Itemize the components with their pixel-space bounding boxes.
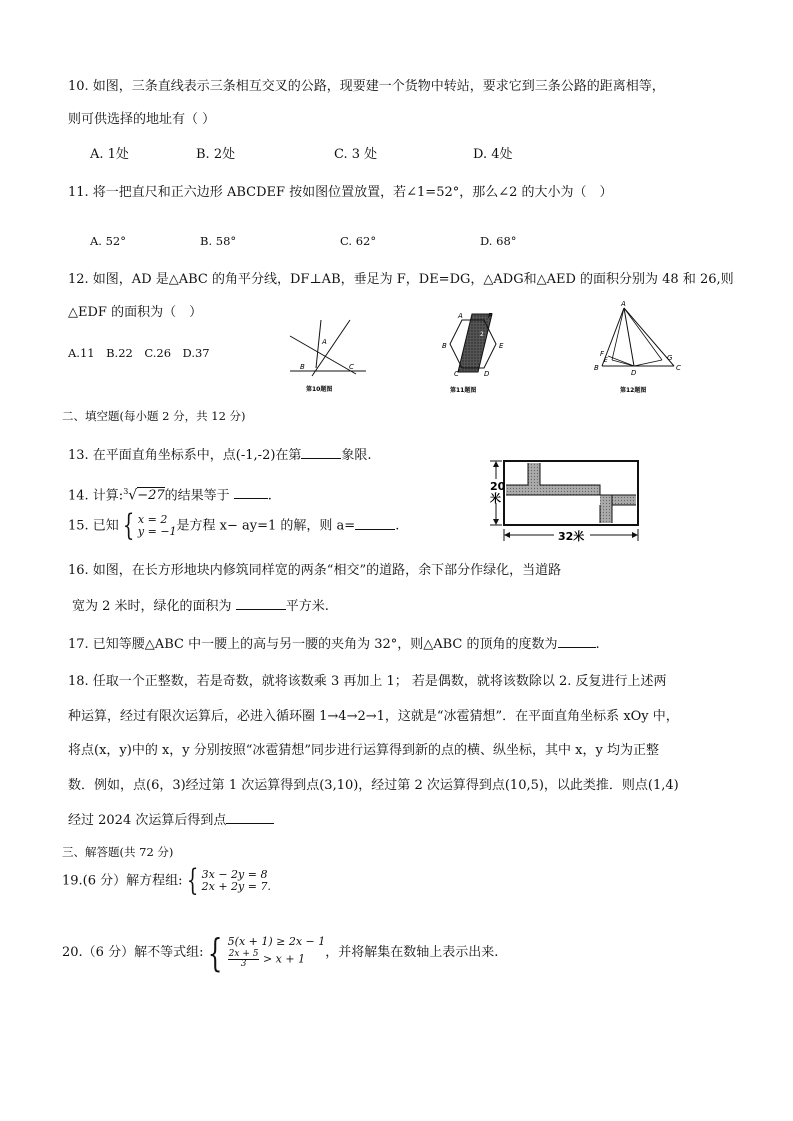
q16-line1: 16. 如图，在长方形地块内修筑同样宽的两条“相交”的道路，余下部分作绿化，当道路 <box>68 563 562 578</box>
q11-option-b: B. 58° <box>200 234 237 248</box>
q20-eq2-line <box>228 950 326 969</box>
fig12-label-g: G <box>667 354 673 362</box>
q13-suffix: 象限. <box>341 448 372 463</box>
road-figure <box>482 457 642 545</box>
fig11-caption: 第11题图 <box>450 387 477 394</box>
q20-suffix: ，并将解集在数轴上表示出来. <box>325 945 499 960</box>
section2-heading: 二、填空题(每小题 2 分，共 12 分) <box>62 409 246 423</box>
q20-eq1: 5(x + 1) ≥ 2x − 1 <box>227 935 326 948</box>
fig12-label-c: C <box>676 364 681 372</box>
q18-blank <box>226 811 274 824</box>
q19 <box>62 863 271 898</box>
q10-option-d: D. 4处 <box>473 147 513 162</box>
road-height-label: 20 <box>490 480 506 493</box>
q16-line2 <box>72 597 329 616</box>
q10-option-c: C. 3 处 <box>334 147 378 162</box>
fig11-label-a: A <box>458 312 463 320</box>
fig12-caption: 第12题图 <box>620 387 647 394</box>
q20-eq2-rest: > x + 1 <box>262 952 306 966</box>
q14-prefix: 14. 计算: <box>68 488 124 504</box>
q20 <box>62 930 499 975</box>
q13 <box>68 446 372 465</box>
q10-option-b: B. 2处 <box>196 147 236 162</box>
q11-option-d: D. 68° <box>480 234 517 248</box>
q18-line2: 种运算，经过有限次运算后，必进入循环圈 1→4→2→1，这就是“冰雹猜想”．在平面直角坐标系 xOy 中， <box>68 709 679 724</box>
road-width-label: 32米 <box>558 530 585 543</box>
fig11-label-f: F <box>488 312 493 320</box>
fig11-label-2: 2 <box>480 331 484 338</box>
q20-system <box>228 936 326 969</box>
q17-end: . <box>595 637 600 652</box>
q15 <box>68 508 400 543</box>
fig12-label-f: F <box>600 350 605 358</box>
q17-prefix: 17. 已知等腰△ABC 中一腰上的高与另一腰的夹角为 32°，则△ABC 的顶角的度数为 <box>68 637 558 652</box>
fig10-label-a: A <box>322 338 327 346</box>
q16-line2-text: 宽为 2 米时，绿化的面积为 <box>72 599 232 614</box>
fig12-label-e: E <box>604 357 608 364</box>
q17-blank <box>558 635 596 648</box>
q15-prefix: 15. 已知 <box>68 518 119 534</box>
q12-line2: △EDF 的面积为（ ） <box>68 305 203 320</box>
q20-brace: { <box>208 930 223 975</box>
road-height-unit: 米 <box>490 492 501 505</box>
q15-blank <box>355 517 395 530</box>
q11-text: 11. 将一把直尺和正六边形 ABCDEF 按如图位置放置，若∠1=52°，那么∠2 的大小为（ ） <box>68 185 613 200</box>
q16-blank <box>236 597 286 610</box>
section3-heading: 三、解答题(共 72 分) <box>62 845 174 859</box>
q11-option-a: A. 52° <box>90 234 126 248</box>
figure-12 <box>590 298 686 396</box>
q10-option-a: A. 1处 <box>90 147 129 162</box>
fig10-label-b: B <box>300 363 305 371</box>
q19-system <box>202 869 271 893</box>
q14-suffix: 的结果等于 <box>164 488 230 504</box>
figure-11 <box>438 306 518 396</box>
q19-eq2-line <box>202 881 271 893</box>
q18-line3: 将点(x，y)中的 x，y 分别按照“冰雹猜想”同步进行运算得到新的点的横、纵坐标，其中 x，y 均为正整 <box>68 743 659 758</box>
q18-line5-text: 经过 2024 次运算后得到点 <box>68 813 227 828</box>
q20-frac-den: 3 <box>240 959 247 969</box>
q15-eq2: y = −1 <box>137 525 177 538</box>
q17 <box>68 635 600 654</box>
q19-eq2: 2x + 2y = 7 <box>201 880 268 893</box>
q14-blank <box>234 486 268 499</box>
q15-brace: { <box>122 508 135 543</box>
q12-options: A.11 B.22 C.26 D.37 <box>68 346 210 360</box>
q18-line1: 18. 任取一个正整数，若是奇数，就将该数乘 3 再加上 1； 若是偶数，就将该数除以 2. 反复进行上述两 <box>68 674 667 689</box>
q14-radical-sign: √ <box>128 487 138 504</box>
fig10-label-c: C <box>349 363 354 371</box>
q13-blank <box>301 446 341 459</box>
q10-line2: 则可供选择的地址有（ ） <box>68 112 216 127</box>
fig12-label-d: D <box>631 369 637 377</box>
fig11-label-1: 1 <box>460 339 464 346</box>
fig11-label-c: C <box>454 370 459 378</box>
q20-fraction <box>228 950 260 969</box>
q10-line1: 10. 如图，三条直线表示三条相互交叉的公路，现要建一个货物中转站，要求它到三条公路的距离相等， <box>68 79 665 94</box>
q15-eq1: x = 2 <box>137 513 168 526</box>
fig12-label-a: A <box>621 300 626 308</box>
q18-line5 <box>68 811 274 830</box>
q19-brace: { <box>186 863 198 898</box>
q11-option-c: C. 62° <box>340 234 377 248</box>
q20-prefix: 20.（6 分）解不等式组: <box>62 945 204 960</box>
fig11-label-d: D <box>484 370 490 378</box>
fig11-label-e: E <box>499 342 504 350</box>
fig12-label-b: B <box>594 364 599 372</box>
fig11-label-b: B <box>442 342 447 350</box>
q18-line4: 数．例如，点(6，3)经过第 1 次运算得到点(3,10)，经过第 2 次运算得到点(10,5)，以此类推．则点(1,4) <box>68 778 679 793</box>
q19-end: . <box>267 880 271 893</box>
q20-frac-num: 2x + 5 <box>228 949 259 959</box>
q15-middle: 是方程 x− ay=1 的解，则 a= <box>176 518 356 534</box>
q19-prefix: 19.(6 分）解方程组: <box>62 873 183 889</box>
q12-line1: 12. 如图，AD 是△ABC 的角平分线，DF⊥AB，垂足为 F，DE=DG，△ADG和△AED 的面积分别为 48 和 26,则 <box>68 272 734 287</box>
figure-10 <box>284 316 368 396</box>
q14-radicand: −27 <box>137 488 165 504</box>
q16-suffix: 平方米. <box>285 599 329 614</box>
q14-root-index: 3 <box>123 487 129 496</box>
q13-prefix: 13. 在平面直角坐标系中，点(-1,-2)在第 <box>68 448 302 463</box>
fig10-caption: 第10题图 <box>306 386 333 393</box>
q19-eq1: 3x − 2y = 8 <box>201 868 268 881</box>
q15-system <box>138 514 177 538</box>
q15-end: . <box>395 518 400 534</box>
q14-end: . <box>267 488 272 504</box>
q14 <box>68 483 272 505</box>
